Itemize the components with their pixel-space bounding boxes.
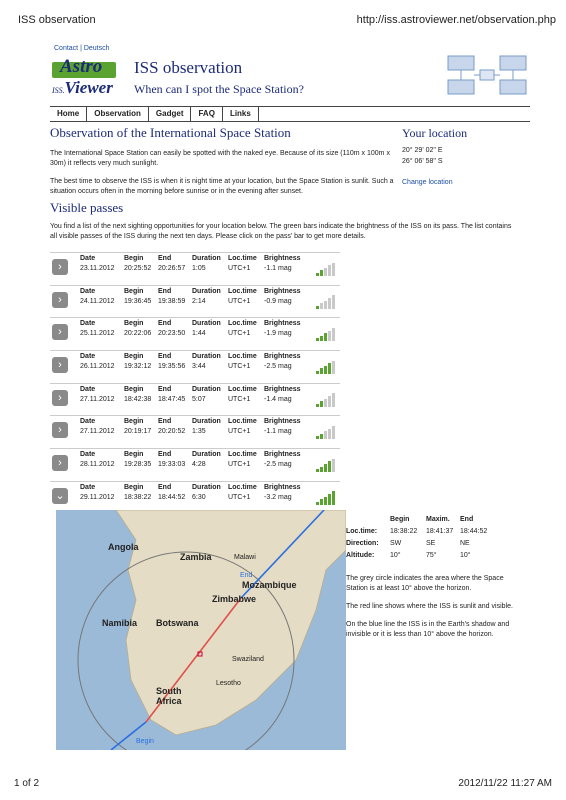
pass-brightness: -1.1 mag: [264, 265, 292, 272]
main-nav: [50, 106, 530, 122]
label-botswana: Botswana: [156, 618, 199, 628]
brightness-bar: [320, 467, 323, 473]
pass-date: 29.11.2012: [80, 493, 115, 501]
pass-col-header: Brightness: [264, 451, 301, 459]
legend-blue-line: On the blue line the ISS is in the Earth's shadow and invisible or it is less than 10° above the horizon.: [346, 621, 510, 638]
logo-astro: Astro: [60, 56, 103, 77]
brightness-bar: [320, 270, 323, 276]
pass-col-header: Brightness: [264, 385, 301, 393]
detail-row-label: Direction:: [346, 540, 379, 547]
pass-row[interactable]: [50, 415, 340, 445]
brightness-bar: [332, 393, 335, 406]
chevron-right-icon[interactable]: ›: [52, 259, 68, 275]
brightness-bar: [328, 298, 331, 309]
brightness-bar: [332, 361, 335, 374]
chevron-right-icon[interactable]: ›: [52, 324, 68, 340]
detail-col-end: End: [460, 516, 474, 523]
iss-station-icon: [444, 50, 530, 100]
chevron-right-icon[interactable]: ›: [52, 357, 68, 373]
pass-map: [56, 510, 346, 750]
pass-begin: 20:22:06: [124, 330, 152, 338]
label-swaziland: Swaziland: [232, 656, 264, 663]
detail-cell: NE: [460, 540, 470, 547]
brightness-bar: [316, 306, 319, 309]
chevron-down-icon[interactable]: ⌄: [52, 488, 68, 504]
brightness-bar: [320, 434, 323, 440]
pass-row[interactable]: [50, 383, 340, 413]
detail-row-label: Altitude:: [346, 552, 375, 559]
chevron-right-icon[interactable]: ›: [52, 390, 68, 406]
pass-brightness: -0.9 mag: [264, 297, 292, 305]
pass-col-header: End: [158, 320, 172, 328]
detail-cell: 18:38:22: [390, 528, 418, 535]
pass-brightness: -1.9 mag: [264, 330, 292, 338]
pass-end: 19:38:59: [158, 297, 186, 305]
pass-col-header: Begin: [124, 320, 144, 328]
label-begin: Begin: [136, 738, 154, 745]
pass-row[interactable]: [50, 350, 340, 380]
brightness-bar: [324, 366, 327, 374]
top-links: Contact | Deutsch: [54, 45, 110, 52]
pass-col-header: Duration: [192, 385, 221, 393]
pass-col-header: Duration: [192, 353, 221, 361]
location-coords: [402, 145, 530, 167]
passes-list: [50, 252, 340, 514]
label-mozambique: Mozambique: [242, 580, 297, 590]
pass-row[interactable]: [50, 252, 340, 282]
pass-date: 26.11.2012: [80, 363, 115, 371]
pass-end: 18:44:52: [158, 493, 186, 501]
brightness-bar: [320, 336, 323, 342]
astroviewer-logo[interactable]: [52, 56, 124, 100]
brightness-bar: [316, 371, 319, 374]
brightness-bar: [328, 331, 331, 342]
brightness-bars-icon: [316, 295, 336, 309]
site-subtitle: When can I spot the Space Station?: [134, 82, 304, 96]
logo-viewer: ISS.Viewer: [52, 78, 113, 97]
label-zimbabwe: Zimbabwe: [212, 594, 257, 604]
pass-duration: 3:44: [192, 363, 206, 371]
brightness-bar: [316, 404, 319, 407]
pass-col-header: Begin: [124, 385, 144, 393]
intro-paragraph: The International Space Station can easily be spotted with the naked eye. Because of its size (110m x 100m x 30m) it reflects very much sunlight.: [50, 150, 390, 167]
pass-col-header: Begin: [124, 287, 144, 295]
pass-col-header: Date: [80, 385, 96, 393]
pass-col-header: Brightness: [264, 353, 301, 361]
pass-detail-table: [346, 514, 526, 564]
change-location-link[interactable]: Change location: [402, 179, 453, 186]
detail-cell: SW: [390, 540, 402, 547]
pass-col-header: End: [158, 255, 172, 262]
pass-col-header: Duration: [192, 418, 221, 426]
brightness-bar: [320, 368, 323, 374]
label-malawi: Malawi: [234, 554, 256, 561]
pass-col-header: Date: [80, 353, 96, 361]
brightness-bar: [316, 469, 319, 472]
pass-date: 27.11.2012: [80, 428, 115, 436]
pass-loctime: UTC+1: [228, 297, 251, 305]
pass-col-header: Date: [80, 255, 96, 262]
brightness-bar: [324, 464, 327, 472]
legend-red-line: The red line shows where the ISS is sunlit and visible.: [346, 603, 513, 610]
land-africa: [116, 510, 346, 735]
pass-row[interactable]: [50, 317, 340, 347]
pass-duration: 6:30: [192, 493, 206, 501]
brightness-bar: [324, 497, 327, 505]
site-title: ISS observation: [134, 58, 243, 77]
pass-col-header: Date: [80, 483, 96, 491]
brightness-bars-icon: [316, 327, 336, 341]
pass-end: 19:33:03: [158, 461, 186, 469]
pass-end: 19:35:56: [158, 363, 186, 371]
pass-col-header: Date: [80, 418, 96, 426]
site-header: [50, 42, 530, 106]
pass-loctime: UTC+1: [228, 395, 251, 403]
brightness-bar: [320, 303, 323, 309]
brightness-bar: [324, 333, 327, 341]
print-datetime: 2012/11/22 11:27 AM: [458, 778, 552, 789]
pass-col-header: Duration: [192, 451, 221, 459]
pass-col-header: Loc.time: [228, 255, 257, 262]
pass-row[interactable]: [50, 448, 340, 478]
your-location-panel: [402, 126, 530, 186]
pass-col-header: Begin: [124, 353, 144, 361]
pass-row[interactable]: [50, 285, 340, 315]
chevron-right-icon[interactable]: ›: [52, 455, 68, 471]
brightness-bar: [324, 399, 327, 407]
pass-end: 20:20:52: [158, 428, 186, 436]
pass-col-header: Loc.time: [228, 418, 257, 426]
brightness-bar: [328, 494, 331, 505]
pass-date: 24.11.2012: [80, 297, 115, 305]
pass-loctime: UTC+1: [228, 493, 251, 501]
pass-end: 18:47:45: [158, 395, 186, 403]
pass-col-header: Brightness: [264, 287, 301, 295]
pass-date: 23.11.2012: [80, 265, 115, 272]
pass-duration: 1:05: [192, 265, 206, 272]
pass-begin: 19:28:35: [124, 461, 152, 469]
pass-col-header: Brightness: [264, 418, 301, 426]
pass-col-header: Loc.time: [228, 385, 257, 393]
brightness-bars-icon: [316, 491, 336, 505]
shadow-track-begin: [111, 722, 146, 750]
pass-begin: 19:32:12: [124, 363, 152, 371]
pass-duration: 2:14: [192, 297, 206, 305]
pass-date: 28.11.2012: [80, 461, 115, 469]
brightness-bars-icon: [316, 425, 336, 439]
brightness-bar: [332, 491, 335, 504]
label-angola: Angola: [108, 542, 139, 552]
nav-gadget[interactable]: Gadget: [149, 107, 192, 121]
brightness-bar: [328, 396, 331, 407]
print-url: http://iss.astroviewer.net/observation.php: [356, 14, 556, 26]
pass-col-header: Duration: [192, 483, 221, 491]
label-end: End: [240, 572, 253, 579]
page-number: 1 of 2: [14, 778, 40, 789]
brightness-bar: [316, 436, 319, 439]
brightness-bar: [320, 499, 323, 505]
detail-cell: 75°: [426, 552, 437, 559]
pass-col-header: Date: [80, 320, 96, 328]
pass-col-header: End: [158, 353, 172, 361]
detail-col-maxim: Maxim.: [426, 516, 450, 523]
pass-col-header: Brightness: [264, 320, 301, 328]
pass-duration: 1:35: [192, 428, 206, 436]
pass-loctime: UTC+1: [228, 330, 251, 338]
pass-col-header: Loc.time: [228, 320, 257, 328]
pass-col-header: Begin: [124, 483, 144, 491]
brightness-bar: [328, 363, 331, 374]
location-lon: 20° 29' 02" E: [402, 147, 443, 154]
brightness-bars-icon: [316, 262, 336, 276]
brightness-bar: [320, 401, 323, 407]
brightness-bar: [324, 301, 327, 309]
best-time-paragraph: The best time to observe the ISS is when it is night time at your location, but the Space Station is sunlit. Such a situation occurs often in the morning before sunrise or in the evening after sunset.: [50, 178, 394, 195]
brightness-bar: [332, 459, 335, 472]
label-lesotho: Lesotho: [216, 680, 241, 687]
pass-col-header: Begin: [124, 418, 144, 426]
pass-loctime: UTC+1: [228, 265, 251, 272]
pass-col-header: Begin: [124, 451, 144, 459]
pass-begin: 19:36:45: [124, 297, 152, 305]
print-header: [18, 14, 556, 30]
pass-col-header: Duration: [192, 255, 221, 262]
brightness-bars-icon: [316, 393, 336, 407]
pass-col-header: End: [158, 483, 172, 491]
brightness-bar: [328, 429, 331, 440]
pass-col-header: Begin: [124, 255, 144, 262]
pass-date: 25.11.2012: [80, 330, 115, 338]
pass-col-header: Date: [80, 287, 96, 295]
pass-duration: 4:28: [192, 461, 206, 469]
chevron-right-icon[interactable]: ›: [52, 422, 68, 438]
pass-row[interactable]: [50, 481, 340, 511]
nav-links[interactable]: Links: [223, 107, 259, 121]
brightness-bar: [324, 268, 327, 276]
pass-col-header: End: [158, 418, 172, 426]
pass-col-header: Brightness: [264, 483, 301, 491]
pass-col-header: Loc.time: [228, 287, 257, 295]
brightness-bar: [332, 295, 335, 308]
pass-col-header: Loc.time: [228, 483, 257, 491]
pass-begin: 18:38:22: [124, 493, 152, 501]
pass-col-header: Brightness: [264, 255, 301, 262]
map-legend-text: [346, 574, 516, 640]
location-lat: 26° 06' 58" S: [402, 158, 443, 165]
label-namibia: Namibia: [102, 618, 138, 628]
pass-duration: 1:44: [192, 330, 206, 338]
pass-col-header: Date: [80, 451, 96, 459]
pass-loctime: UTC+1: [228, 363, 251, 371]
contact-link[interactable]: Contact: [54, 45, 79, 52]
pass-details: [346, 514, 526, 648]
nav-home[interactable]: Home: [50, 107, 87, 121]
pass-brightness: -1.1 mag: [264, 428, 292, 436]
observation-heading: Observation of the International Space Station: [50, 125, 291, 140]
pass-duration: 5:07: [192, 395, 206, 403]
print-title: ISS observation: [18, 14, 96, 26]
pass-col-header: End: [158, 451, 172, 459]
pass-end: 20:26:57: [158, 265, 186, 272]
location-heading: Your location: [402, 126, 468, 140]
chevron-right-icon[interactable]: ›: [52, 292, 68, 308]
brightness-bar: [332, 263, 335, 276]
brightness-bar: [316, 502, 319, 505]
pass-loctime: UTC+1: [228, 461, 251, 469]
pass-brightness: -2.5 mag: [264, 461, 292, 469]
pass-date: 27.11.2012: [80, 395, 115, 403]
pass-col-header: End: [158, 385, 172, 393]
brightness-bars-icon: [316, 360, 336, 374]
pass-end: 20:23:50: [158, 330, 186, 338]
pass-brightness: -3.2 mag: [264, 493, 292, 501]
pass-brightness: -1.4 mag: [264, 395, 292, 403]
brightness-bar: [316, 338, 319, 341]
pass-brightness: -2.5 mag: [264, 363, 292, 371]
detail-cell: 18:44:52: [460, 528, 488, 535]
visible-passes-paragraph: You find a list of the next sighting opportunities for your location below. The green bars indicate the brightness of the ISS on its pass. The list contains all visible passes of the ISS during the next ten days. Please click on the pass' bar to get more details.: [50, 223, 512, 240]
brightness-bar: [328, 461, 331, 472]
brightness-bar: [324, 431, 327, 439]
pass-loctime: UTC+1: [228, 428, 251, 436]
brightness-bar: [328, 265, 331, 276]
brightness-bar: [332, 328, 335, 341]
pass-col-header: End: [158, 287, 172, 295]
pass-begin: 20:25:52: [124, 265, 152, 272]
visible-passes-heading: Visible passes: [50, 200, 124, 215]
deutsch-link[interactable]: Deutsch: [83, 45, 110, 52]
map-drawing: [56, 510, 346, 750]
brightness-bar: [316, 273, 319, 276]
pass-col-header: Loc.time: [228, 451, 257, 459]
pass-col-header: Loc.time: [228, 353, 257, 361]
detail-row-label: Loc.time:: [346, 528, 378, 535]
pass-begin: 18:42:38: [124, 395, 152, 403]
detail-cell: 10°: [460, 552, 471, 559]
pass-col-header: Duration: [192, 287, 221, 295]
detail-cell: SE: [426, 540, 436, 547]
label-south-africa: South Africa: [156, 686, 182, 706]
detail-col-begin: Begin: [390, 516, 410, 523]
nav-observation[interactable]: Observation: [87, 107, 149, 121]
brightness-bars-icon: [316, 458, 336, 472]
legend-grey-circle: The grey circle indicates the area where the Space Station is at least 10° above the horizon.: [346, 575, 504, 592]
brightness-bar: [332, 426, 335, 439]
pass-begin: 20:19:17: [124, 428, 152, 436]
detail-cell: 10°: [390, 552, 401, 559]
pass-col-header: Duration: [192, 320, 221, 328]
detail-cell: 18:41:37: [426, 528, 454, 535]
nav-faq[interactable]: FAQ: [191, 107, 222, 121]
label-zambia: Zambia: [180, 552, 212, 562]
